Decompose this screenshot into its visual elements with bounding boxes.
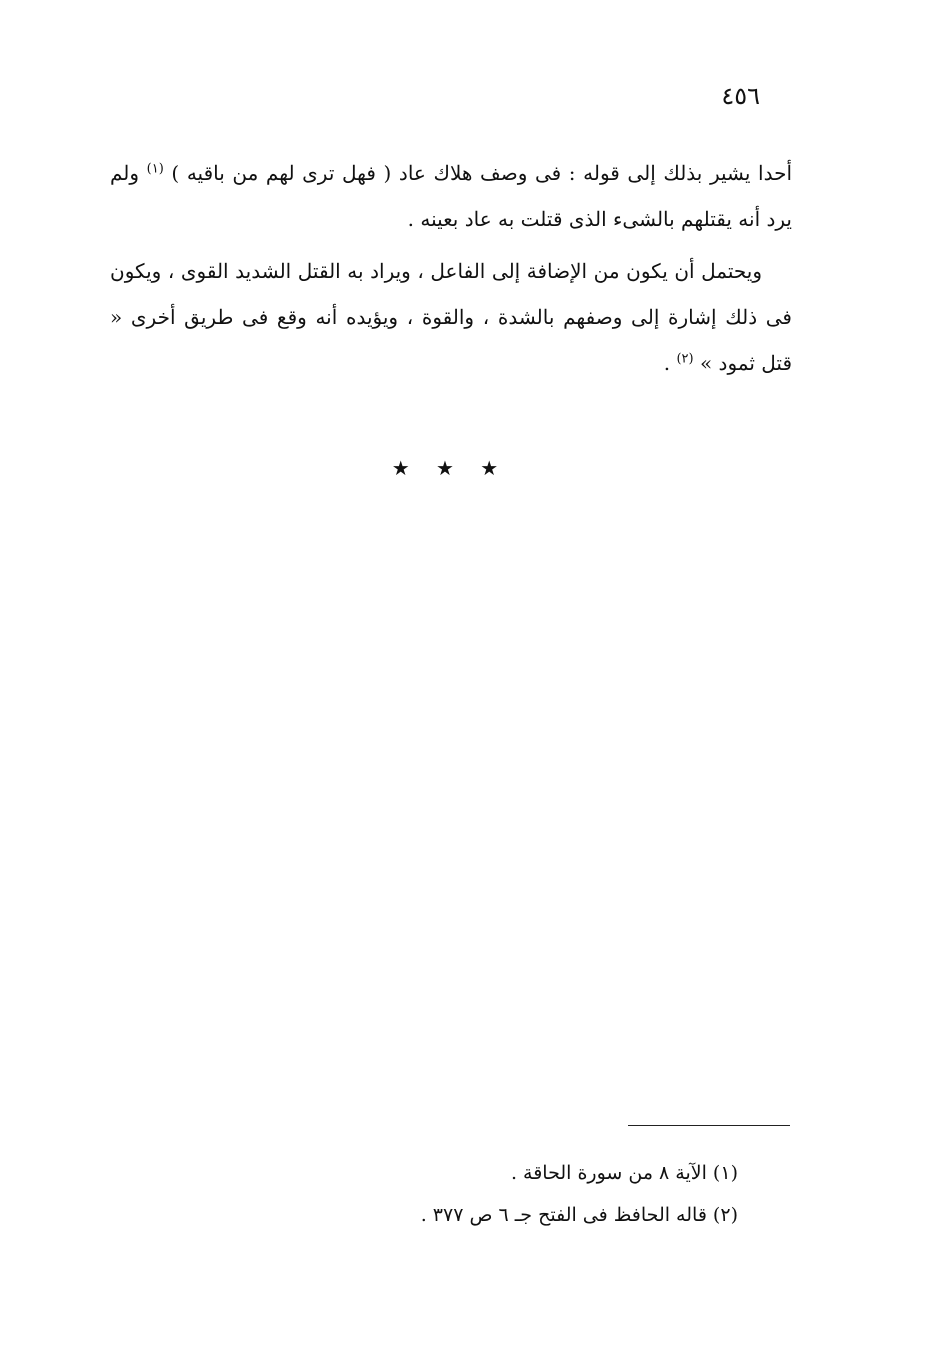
page-number: ٤٥٦ (721, 82, 760, 110)
footnote-1: (١) الآية ٨ من سورة الحاقة . (510, 1162, 738, 1184)
main-text (110, 150, 792, 386)
footnote-2: (٢) قاله الحافظ فى الفتح جـ ٦ ص ٣٧٧ . (420, 1204, 738, 1226)
paragraph-2-text: ويحتمل أن يكون من الإضافة إلى الفاعل ، ويراد به القتل الشديد القوى ، ويكون فى ذلك إشارة إلى وصفهم بالشدة ، والقوة ، ويؤيده أنه وقع فى طريق أخرى « قتل ثمود » (110, 259, 792, 375)
paragraph-2-end: . (663, 351, 671, 375)
footnotes (370, 1152, 738, 1236)
paragraph-1-continuation: ولم يرد أنه يقتلهم بالشىء الذى قتلت به عاد بعينه . (110, 161, 792, 231)
paragraph-1 (110, 150, 792, 242)
footnote-ref-1: (١) (146, 161, 164, 177)
footnote-ref-2: (٢) (676, 351, 694, 367)
paragraph-1-text: أحدا يشير بذلك إلى قوله : فى وصف هلاك عاد ( فهل ترى لهم من باقيه ) (171, 161, 793, 185)
footnote-divider (628, 1125, 790, 1126)
section-separator: ★ ★ ★ (391, 456, 509, 480)
paragraph-2 (110, 248, 792, 386)
